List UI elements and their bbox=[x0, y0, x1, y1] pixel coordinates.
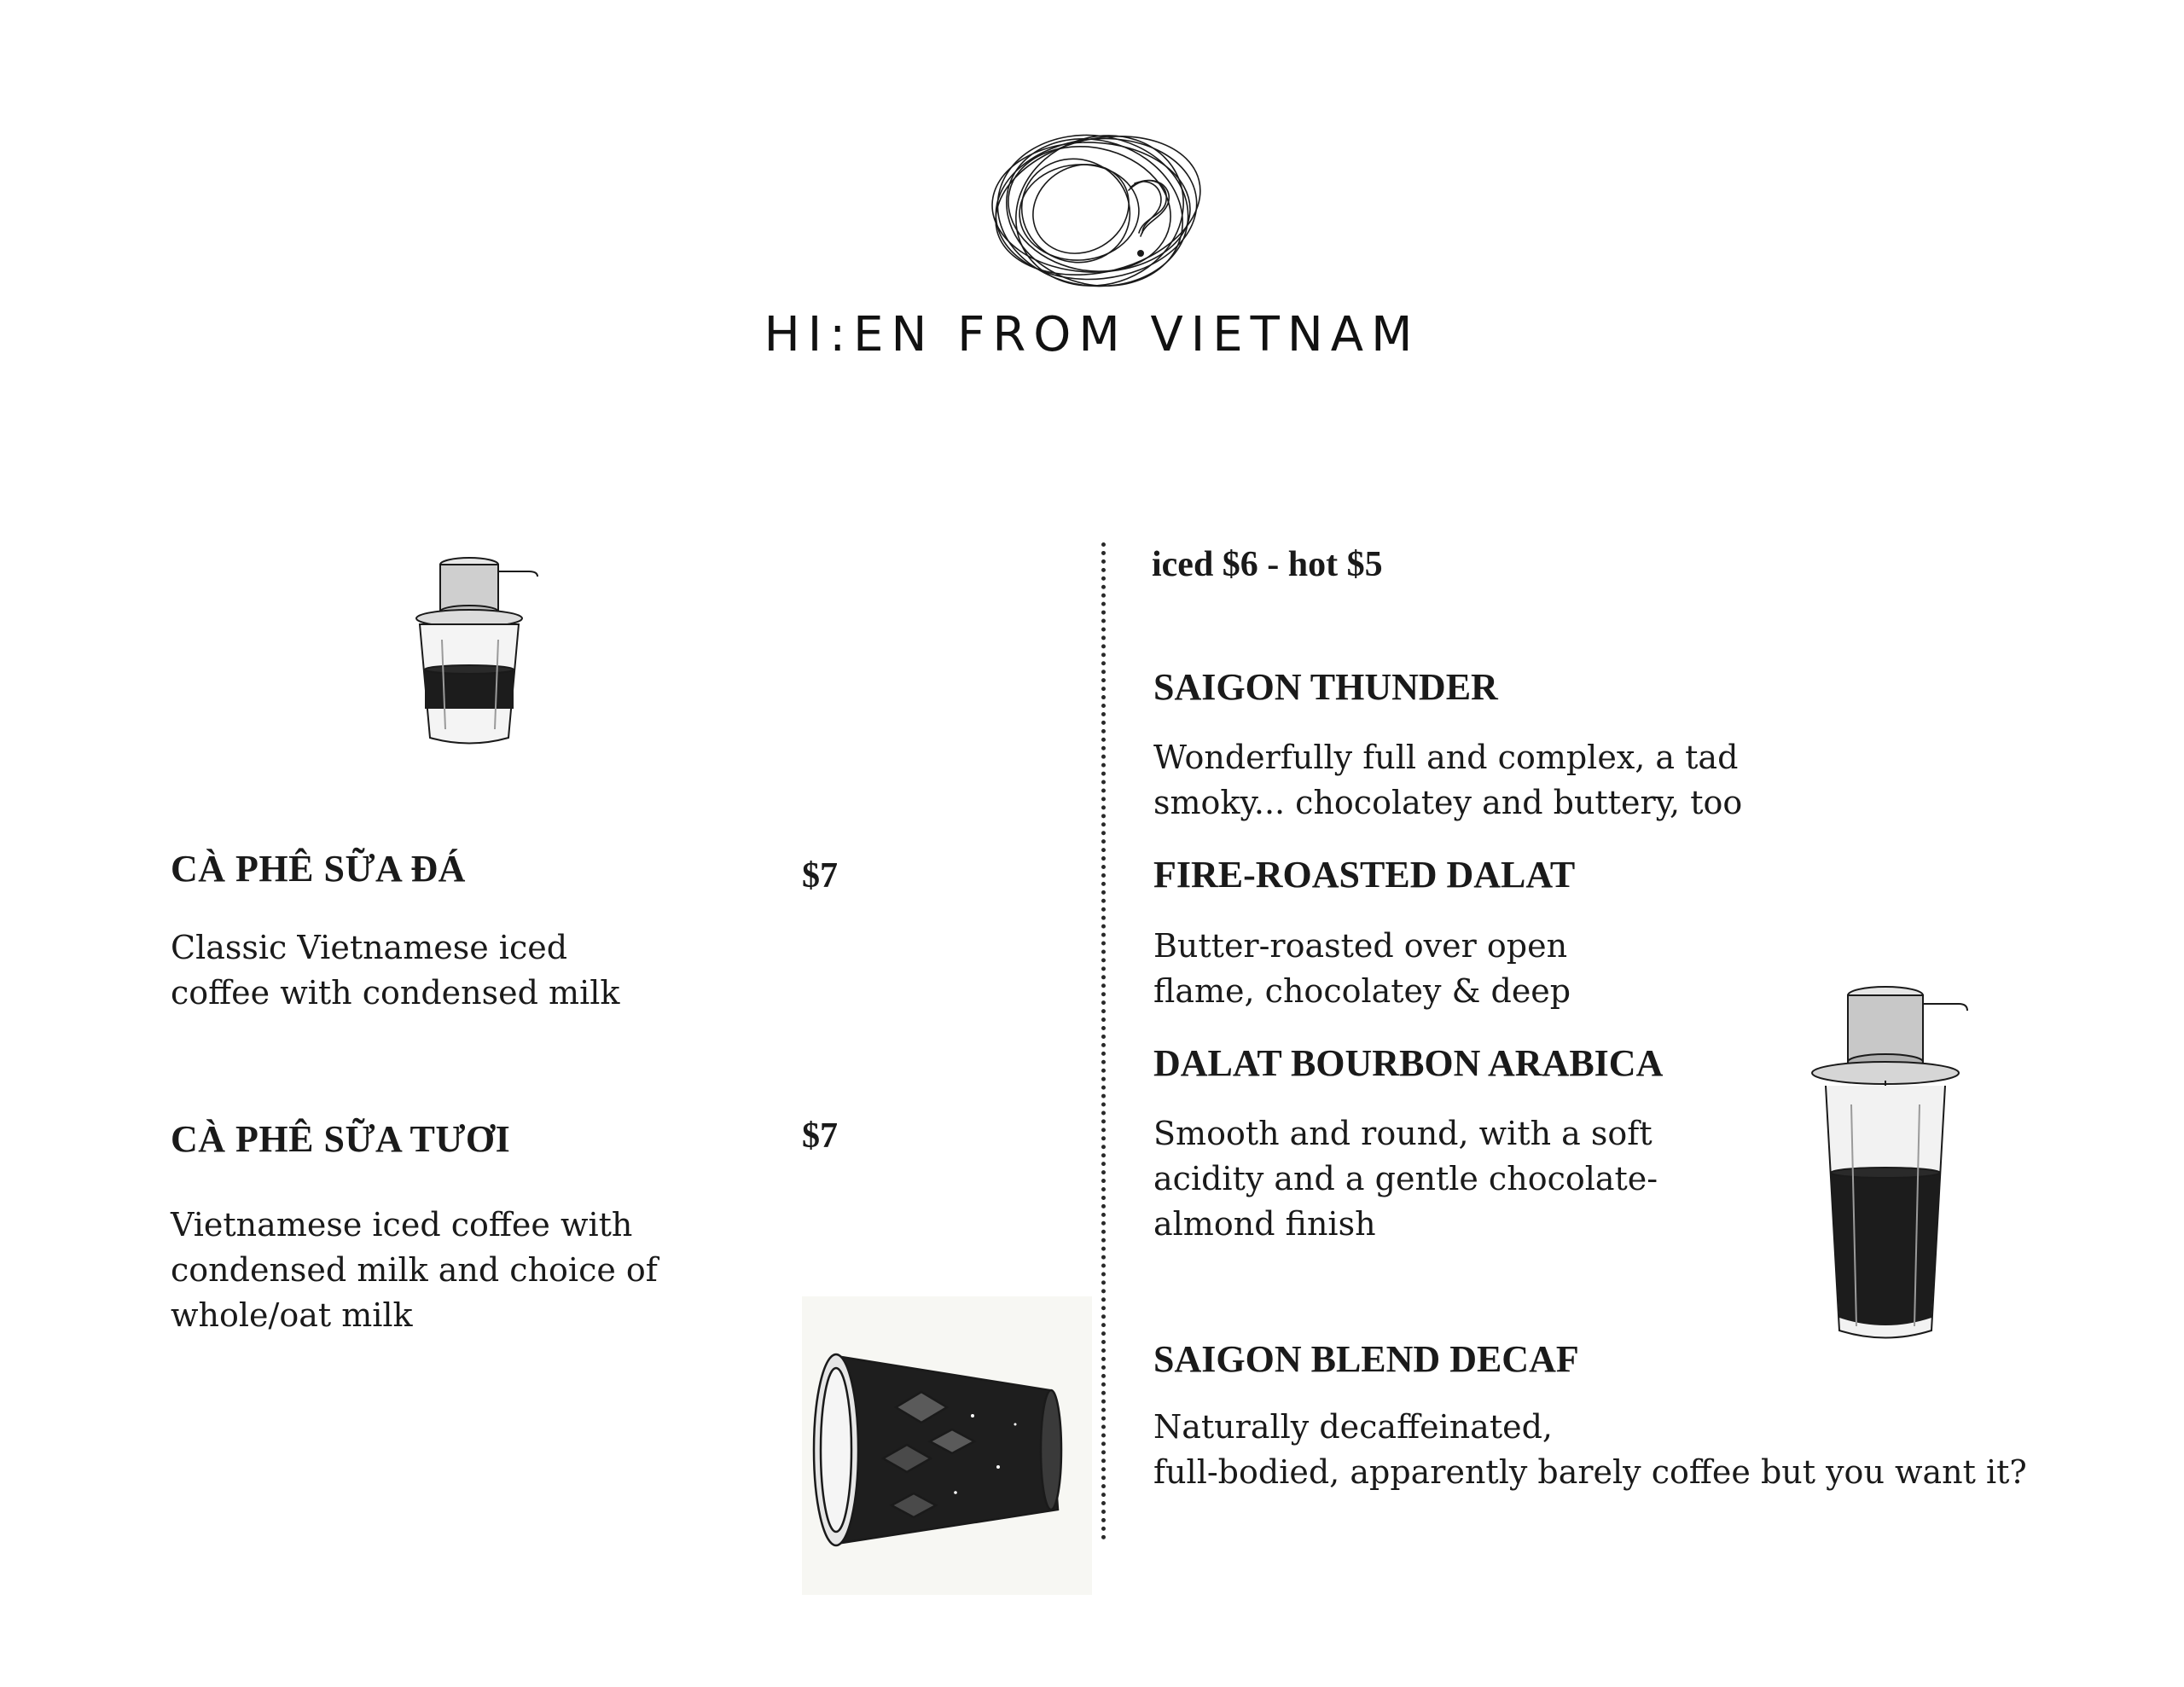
description-line: Vietnamese iced coffee with bbox=[171, 1206, 633, 1244]
menu-item-price: $7 bbox=[802, 856, 838, 896]
menu-item-description bbox=[171, 1203, 717, 1338]
description-line: coffee with condensed milk bbox=[171, 974, 620, 1012]
description-line: smoky... chocolatey and buttery, too bbox=[1153, 784, 1743, 821]
description-line: Classic Vietnamese iced bbox=[171, 929, 568, 966]
menu-item-name: DALAT BOURBON ARABICA bbox=[1153, 1042, 1664, 1084]
description-line: almond finish bbox=[1153, 1205, 1376, 1243]
description-line: flame, chocolatey & deep bbox=[1153, 972, 1571, 1010]
menu-item-description bbox=[1153, 735, 1768, 826]
description-line: acidity and a gentle chocolate- bbox=[1153, 1160, 1658, 1197]
iced-coffee-cup-icon bbox=[802, 1296, 1092, 1595]
description-line: Butter-roasted over open bbox=[1153, 927, 1568, 965]
description-line: Smooth and round, with a soft bbox=[1153, 1115, 1653, 1152]
phin-filter-short-glass-icon bbox=[392, 546, 563, 759]
price-summary: iced $6 - hot $5 bbox=[1152, 545, 1383, 584]
brand-title: HI:EN FROM VIETNAM bbox=[764, 307, 1420, 362]
description-line: condensed milk and choice of bbox=[171, 1251, 658, 1289]
menu-item-name: SAIGON BLEND DECAF bbox=[1153, 1338, 1579, 1380]
menu-item-name: SAIGON THUNDER bbox=[1153, 666, 1498, 708]
description-line: whole/oat milk bbox=[171, 1296, 413, 1334]
menu-item-description bbox=[171, 925, 682, 1016]
phin-filter-tall-glass-icon bbox=[1792, 977, 1996, 1352]
column-divider bbox=[1101, 542, 1106, 1540]
menu-item-name: CÀ PHÊ SỮA TƯƠI bbox=[171, 1118, 511, 1160]
description-line: Wonderfully full and complex, a tad bbox=[1153, 739, 1739, 776]
menu-item-name: CÀ PHÊ SỮA ĐÁ bbox=[171, 848, 466, 890]
menu-item-name: FIRE-ROASTED DALAT bbox=[1153, 854, 1576, 896]
description-line: Naturally decaffeinated, bbox=[1153, 1408, 1554, 1446]
scribble-circle-logo-icon bbox=[985, 124, 1207, 294]
menu-item-price: $7 bbox=[802, 1116, 838, 1156]
menu-item-description bbox=[1153, 924, 1631, 1014]
menu-item-description bbox=[1153, 1111, 1682, 1247]
menu-item-description bbox=[1153, 1405, 2092, 1495]
description-line: full-bodied, apparently barely coffee but you want it? bbox=[1153, 1453, 2027, 1491]
